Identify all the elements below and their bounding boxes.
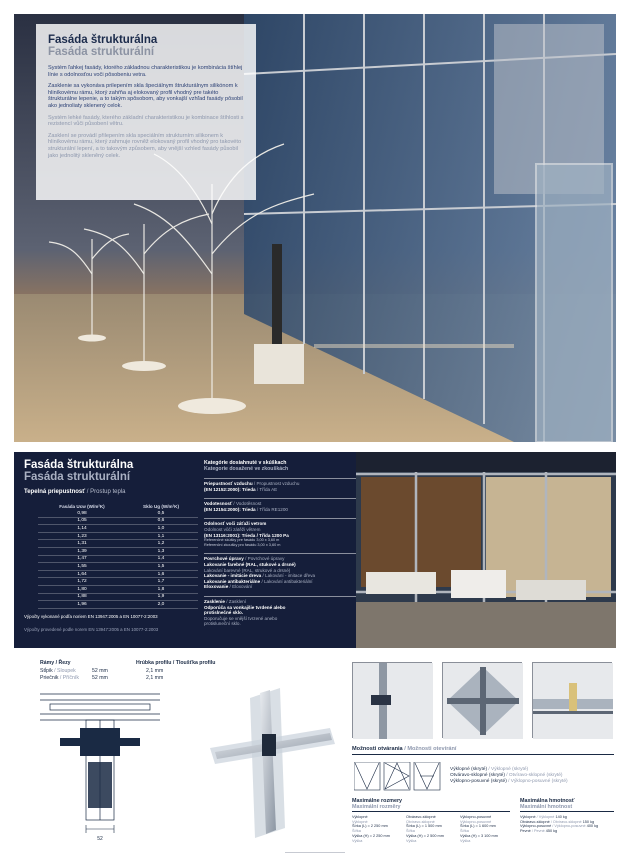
- thermal-ucw-value: 1,05: [77, 518, 87, 524]
- category-line-sk: (EN 12154:2000): Trieda: [204, 506, 256, 512]
- hero-paragraphs: [48, 65, 244, 159]
- max-dims-col-head: Výklopno-posuvné: [460, 815, 492, 819]
- category-line-cz: / Lakování antibakteriální: [260, 578, 313, 584]
- category-line-sk: (EN 13116:2001): Trieda / Třída 1200 Pa: [204, 532, 289, 538]
- thermal-row: [38, 510, 198, 518]
- category-line-sk: protislnečné sklo.: [204, 610, 244, 616]
- hero-title: Fasáda štrukturálna: [48, 34, 158, 46]
- opening-legend-sk: Výklopné (skryté): [450, 767, 488, 772]
- thermal-row: [38, 594, 198, 602]
- thermal-ucw-value: 1,47: [77, 556, 87, 562]
- thermal-note-cz: Výpočty provedené podle norem EN 13947:2005 a EN 10077-2:2003: [24, 627, 159, 632]
- thermal-row: [38, 556, 198, 564]
- category-line-cz: / Třída AE: [255, 486, 278, 492]
- category-line-sk: Lakovanie - imitácie dreva: [204, 573, 262, 579]
- max-height-value: Výška (H) = 2 500 mm: [406, 833, 444, 838]
- frames-head: Rámy / Řezy: [40, 660, 71, 666]
- thermal-ucw-value: 1,64: [77, 571, 87, 577]
- thermal-table: [38, 502, 198, 609]
- max-height-label-cz: Výška: [352, 838, 363, 843]
- max-weight-list: [520, 815, 616, 834]
- max-dims-column: [406, 815, 458, 843]
- max-weight-sk: Výklopno-posuvné: [520, 824, 552, 829]
- max-weight-title-cz: Maximální hmotnost: [520, 804, 573, 810]
- category-line-cz: / Třída RE1200: [255, 506, 288, 512]
- frame-row-label: [40, 675, 79, 681]
- thermal-ucw-value: 1,31: [77, 541, 87, 547]
- max-width-value: Šírka (L) = 1 500 mm: [406, 824, 442, 829]
- tilt-turn-icon: [385, 763, 409, 789]
- frame-row-sep: /: [58, 675, 63, 681]
- categories-block: [204, 460, 364, 627]
- max-height-value: Výška (H) = 3 100 mm: [460, 833, 498, 838]
- thermal-ucw-value: 1,80: [77, 586, 87, 592]
- frame-row-sk: Priečnik: [40, 675, 59, 681]
- thermal-ug-value: 1,0: [157, 525, 165, 531]
- band-subtitle: Fasáda strukturální: [24, 471, 131, 483]
- opening-legend-cz: / Otvíravo-sklopné (skryté): [504, 773, 563, 778]
- category-line-sk: Odporúča sa vonkajšie tvrdené alebo: [204, 604, 286, 610]
- max-weight-value: 140 kg: [554, 815, 567, 819]
- hero-photo: [14, 14, 616, 442]
- detail-thumb-2: [442, 662, 522, 738]
- max-dims-col-head-cz: Výklopné: [352, 819, 368, 824]
- hero-paragraph: Zasklení se provádí přilepením skla speciálním strukturním silikonem k hliníkovému rámu, který zahrnuje rovněž elokovaný profil vhodný pro takovéto strukturální lepení, a to takovým způsobem, aby vnější vzhled fasády působil jako jednolitý skleněný celek.: [48, 132, 242, 159]
- category-line-sk: Povrchové úpravy: [204, 556, 244, 562]
- max-weight-cz: / Výklopné: [535, 815, 555, 819]
- frame-row-sep: /: [52, 668, 58, 674]
- thermal-title: [24, 489, 125, 495]
- thermal-ug-value: 1,6: [157, 571, 165, 577]
- thermal-row: [38, 525, 198, 533]
- thermal-row: [38, 533, 198, 541]
- category-line-cz: / Eloxování: [228, 584, 253, 590]
- max-dims-col-head: Výklopné: [352, 815, 368, 819]
- thermal-row: [38, 586, 198, 594]
- thermal-ug-value: 1,2: [157, 541, 165, 547]
- max-dims-title-sk: Maximálne rozmery: [352, 798, 403, 804]
- opening-legend-cz: / Výklopno-posuvné (skryté): [506, 779, 568, 784]
- max-weight-cz: / Otvíravo-sklopné: [549, 819, 582, 824]
- max-weight-title-sk: Maximálna hmotnosť: [520, 798, 575, 804]
- opening-legend-item: [450, 779, 568, 785]
- thermal-col-facade: Fasáda Ucw (W/m²K): [59, 503, 105, 509]
- hero-paragraph: Zasklenie sa vykonáva prilepením skla špeciálnym štrukturálnym silikónom k hliníkovému rámu, ktorý zahŕňa aj elokovaný profil vhodný pre takéto štrukturálne lepenie, a to takým spôsobom, aby vonkajší vzhľad fasády pôsobil ako jednoliaty sklenený celok.: [48, 83, 243, 109]
- category-note: Referenčné skúšky pre fasádu 3,00 x 3,60 m: [204, 538, 280, 543]
- thermal-ug-value: 1,1: [157, 533, 165, 539]
- max-dims-title-cz: Maximální rozměry: [352, 804, 401, 810]
- category-line-cz: / Povrchové úpravy: [243, 556, 285, 562]
- detail-thumb-1: [352, 662, 432, 738]
- thermal-row: [38, 563, 198, 571]
- thermal-note-sk: Výpočty vykonané podľa noriem EN 13947:2005 a EN 10077-2:2003: [24, 614, 158, 619]
- category-line-cz: / Zasklení: [224, 598, 247, 604]
- category-item: [204, 498, 364, 512]
- thermal-ucw-value: 1,23: [77, 533, 87, 539]
- category-line: [204, 487, 364, 493]
- opening-section: [352, 660, 616, 850]
- opening-title: [352, 746, 456, 752]
- max-height-label-cz: Výška: [460, 838, 471, 843]
- categories-items: [204, 478, 364, 627]
- categories-head: Kategórie dosiahnuté v skúškach: [204, 460, 287, 466]
- thermal-ucw-value: 1,14: [77, 525, 87, 531]
- max-weight-value: 450 kg: [544, 829, 558, 834]
- detail-thumb-3-icon: [533, 663, 613, 739]
- max-dims-col-head-cz: Otvíravo-sklopné: [406, 819, 435, 824]
- max-width-value: Šírka (L) = 2 250 mm: [352, 824, 388, 829]
- thermal-rows: [38, 510, 198, 609]
- section-drawing: [40, 684, 160, 844]
- category-line-sk: Zasklenie: [204, 598, 225, 604]
- max-weight-sk: Výklopné: [520, 815, 536, 819]
- detail-thumb-1-icon: [353, 663, 433, 739]
- category-line: [204, 621, 364, 627]
- thermal-ucw-value: 1,72: [77, 579, 87, 585]
- interior-photo: [356, 452, 616, 648]
- thermal-row: [38, 540, 198, 548]
- hero-paragraph: Systém lehké fasády, kterého základní charakteristikou je kombinace štíhlosti s rezistencí vůči působení větru.: [48, 114, 244, 128]
- opening-type-icons: [354, 762, 442, 792]
- thermal-ucw-value: 1,55: [77, 563, 87, 569]
- thermal-ug-value: 1,4: [157, 556, 165, 562]
- max-dims-divider: [352, 811, 510, 812]
- thermal-title-cz: / Prostup tepla: [86, 489, 126, 495]
- thermal-header-row: [38, 502, 198, 510]
- thermal-ug-value: 1,8: [157, 586, 165, 592]
- max-weight-item: [520, 829, 616, 834]
- opening-legend-cz: / Výklopné (skryté): [487, 767, 529, 772]
- thermal-ug-value: 1,3: [157, 548, 165, 554]
- category-line: [204, 507, 364, 513]
- thermal-ug-value: 0,5: [157, 510, 165, 516]
- frame-row-width: 52 mm: [92, 668, 108, 674]
- thermal-ug-value: 1,7: [157, 579, 165, 585]
- thermal-ug-value: 1,9: [157, 594, 165, 600]
- thermal-row: [38, 571, 198, 579]
- frame-row-sk: Stĺpik: [40, 668, 53, 674]
- interior-illustration: [356, 452, 616, 648]
- profile-depth-head: Hrúbka profilu / Tloušťka profilu: [136, 660, 216, 666]
- opening-legend: [450, 767, 568, 785]
- category-line-sk: Vodotesnosť: [204, 501, 233, 507]
- frame-row-cz: Sloupek: [57, 668, 76, 674]
- thermal-ucw-value: 0,98: [77, 510, 87, 516]
- opening-title-sk: Možnosti otvárania: [352, 746, 403, 752]
- opening-legend-sk: Otváravo-sklopné (skryté): [450, 773, 505, 778]
- category-line-sk: Lakovanie farebné (RAL, stukové a drsné): [204, 561, 296, 567]
- category-line-cz: Lakování barevné (RAL, strukové a drsné): [204, 567, 291, 573]
- max-dims-title: [352, 798, 402, 810]
- category-line-cz: Doporučuje se vnější tvrzené anebo: [204, 615, 278, 621]
- opening-divider: [352, 754, 614, 755]
- max-width-value: Šírka (L) = 1 600 mm: [460, 824, 496, 829]
- thermal-ucw-value: 1,96: [77, 601, 87, 607]
- category-item: [204, 478, 364, 492]
- category-line-sk: Odolnosť voči záťaži vetrom: [204, 521, 267, 527]
- hero-text-panel: [36, 24, 256, 200]
- max-height-label-cz: Výška: [406, 838, 417, 843]
- spec-band: [14, 452, 616, 648]
- max-weight-divider: [520, 811, 614, 812]
- thermal-title-sk: Tepelná priepustnosť: [24, 489, 86, 495]
- detail-thumb-3: [532, 662, 612, 738]
- section-dim-label: 52: [97, 836, 103, 842]
- thermal-row: [38, 518, 198, 526]
- thermal-ug-value: 1,5: [157, 563, 165, 569]
- category-line-cz: / Propustnost vzduchu: [252, 481, 300, 486]
- band-title: Fasáda štrukturálna: [24, 459, 134, 471]
- thermal-ug-value: 2,0: [157, 601, 165, 607]
- max-weight-value: 150 kg: [581, 819, 595, 824]
- max-dims-col-head: Otváravo-sklopné: [406, 815, 436, 819]
- max-height-value: Výška (H) = 2 250 mm: [352, 833, 390, 838]
- top-hung-icon: [355, 763, 379, 789]
- thermal-ucw-value: 1,88: [77, 594, 87, 600]
- max-width-label-cz: Šířka: [352, 829, 361, 834]
- category-item: [204, 553, 364, 590]
- technical-section: [40, 660, 340, 850]
- category-line: [204, 584, 364, 590]
- max-width-label-cz: Šířka: [460, 829, 469, 834]
- frame-row-thickness: 2,1 mm: [146, 668, 164, 674]
- category-line-cz: protisluneční sklo.: [204, 621, 241, 627]
- frame-row-label: [40, 668, 76, 674]
- thermal-col-glass: Sklo Ug (W/m²K): [143, 503, 179, 509]
- hero-paragraph: Systém ľahkej fasády, ktorého základnou charakteristikou je kombinácia štíhlej línie s odolnosťou voči pôsobeniu vetra.: [48, 65, 243, 78]
- thermal-row: [38, 548, 198, 556]
- categories-head-cz: Kategorie dosažené ve zkouškách: [204, 466, 289, 472]
- thermal-ucw-value: 1,39: [77, 548, 87, 554]
- opening-legend-sk: Výklopno-posuvné (skryté): [450, 779, 507, 784]
- category-line-sk: Lakovanie antibakteriálne: [204, 578, 261, 584]
- category-line-sk: Priepustnosť vzduchu: [204, 481, 253, 486]
- category-line-cz: / Vodotěsnost: [232, 501, 262, 507]
- category-line-cz: Odolnost vůči zátěži větrem: [204, 526, 261, 532]
- frame-row-thickness: 2,1 mm: [146, 675, 164, 681]
- max-weight-sk: Otváravo-sklopné: [520, 819, 550, 824]
- max-weight-cz: / Pevné: [530, 829, 545, 834]
- frame-row-width: 52 mm: [92, 675, 108, 681]
- category-line-sk: (EN 12152:2000): Trieda: [204, 486, 256, 492]
- thermal-row: [38, 601, 198, 609]
- opening-title-cz: / Možnosti otevírání: [404, 746, 457, 752]
- category-line-sk: Eloxovanie: [204, 584, 229, 590]
- max-dims-column: [352, 815, 404, 843]
- hero-subtitle: Fasáda strukturální: [48, 46, 155, 58]
- category-line-cz: / Lakování - imitace dřeva: [261, 573, 316, 579]
- max-weight-sk: Pevné: [520, 829, 531, 834]
- category-note: Referenční zkoušky pro fasádu 3,00 x 3,60 m: [204, 542, 281, 547]
- max-weight-value: 400 kg: [585, 824, 599, 829]
- thermal-ug-value: 0,6: [157, 518, 165, 524]
- frame-row-cz: Příčník: [62, 675, 79, 681]
- footer-rule: [285, 852, 345, 853]
- max-dims-col-head-cz: Výklopno-posuvné: [460, 819, 492, 824]
- max-weight-title: [520, 798, 574, 810]
- max-width-label-cz: Šířka: [406, 829, 415, 834]
- category-item: [204, 518, 364, 547]
- max-weight-cz: / Výklopno-posuvné: [551, 824, 586, 829]
- category-item: [204, 596, 364, 627]
- profile-render: [210, 678, 340, 838]
- thermal-row: [38, 578, 198, 586]
- detail-thumb-2-icon: [443, 663, 523, 739]
- max-dims-column: [460, 815, 512, 843]
